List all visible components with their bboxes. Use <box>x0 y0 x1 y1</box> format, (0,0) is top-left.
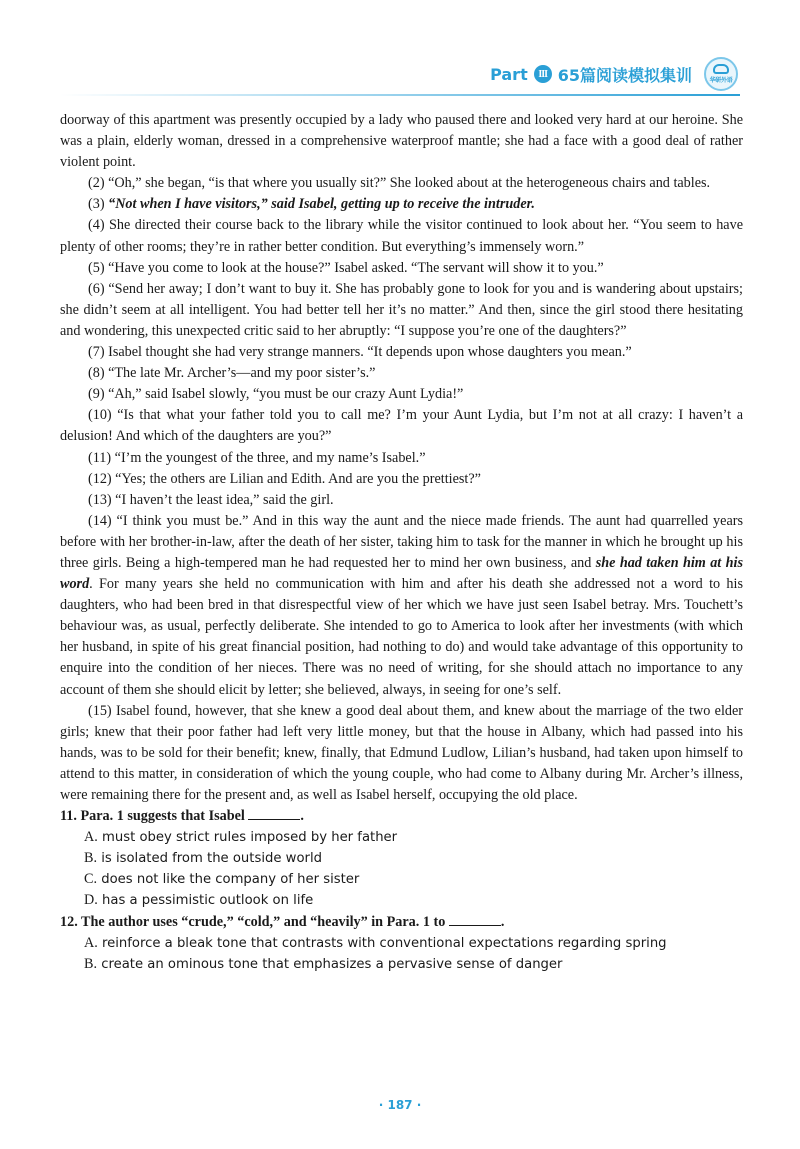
paragraph-11: (11) “I’m the youngest of the three, and my name’s Isabel.” <box>88 449 426 466</box>
header-divider <box>60 94 740 96</box>
paragraph-12: (12) “Yes; the others are Lilian and Edith. And are you the prettiest?” <box>88 470 481 487</box>
option-11-d <box>60 890 743 911</box>
option-letter: D. <box>84 892 98 909</box>
option-letter: A. <box>84 829 98 846</box>
paragraph-3-number: (3) <box>88 196 109 213</box>
page-number: · 187 · <box>378 1098 422 1112</box>
paragraph-3-emphasis: “Not when I have visitors,” said Isabel, getting up to receive the intruder. <box>108 196 535 213</box>
option-text: does not like the company of her sister <box>101 872 360 888</box>
paragraph-14-emphasis: she had taken him at his word <box>60 554 743 593</box>
publisher-logo <box>704 57 738 91</box>
option-text: must obey strict rules imposed by her father <box>102 830 398 846</box>
paragraph-15: (15) Isabel found, however, that she knew a good deal about them, and knew about the marriage of the two elder girls; knew that their poor father had left very little money, but that the house in Albany, which had passed into his hands, was to be sold for their benefit; knew, finally, that Edmund Ludlow, Lilian’s husband, had taken upon himself to attend to this matter, in consideration of which the young couple, who had come to Albany during Mr. Archer’s illness, were remaining there for the present and, as well as Isabel herself, occupying the old place. <box>60 702 743 803</box>
page-header <box>490 58 738 90</box>
option-text: has a pessimistic outlook on life <box>102 893 314 909</box>
option-letter: C. <box>84 871 98 888</box>
paragraph-8: (8) “The late Mr. Archer’s—and my poor sister’s.” <box>88 365 376 382</box>
paragraph-7: (7) Isabel thought she had very strange manners. “It depends upon whose daughters you mean.” <box>88 344 632 361</box>
option-12-a <box>60 933 743 954</box>
question-11 <box>60 806 743 827</box>
question-12 <box>60 912 743 933</box>
answer-blank <box>449 925 501 926</box>
paragraph-6: (6) “Send her away; I don’t want to buy it. She has probably gone to look for you and is wandering about upstairs; she didn’t seem at all intelligent. You had better tell her it’s no matter.” And then, since the girl stood there hesitating and wondering, this unexpected critic said to her abruptly: “I suppose you’re one of the daughters?” <box>60 280 743 339</box>
paragraph-2: (2) “Oh,” she began, “is that where you usually sit?” She looked about at the heterogeneous chairs and tables. <box>88 175 711 192</box>
paragraph-10: (10) “Is that what your father told you to call me? I’m your Aunt Lydia, but I’m not at all crazy: I haven’t a delusion! And which of the daughters are you?” <box>60 407 743 445</box>
option-12-b <box>60 954 743 975</box>
paragraph-5: (5) “Have you come to look at the house?” Isabel asked. “The servant will show it to you.” <box>88 259 604 276</box>
option-text: is isolated from the outside world <box>101 851 322 867</box>
paragraph-13: (13) “I haven’t the least idea,” said the girl. <box>88 491 334 508</box>
option-letter: B. <box>84 850 98 867</box>
option-11-a <box>60 827 743 848</box>
answer-blank <box>248 819 300 820</box>
option-11-b <box>60 848 743 869</box>
option-letter: B. <box>84 955 98 972</box>
paragraph-1-continued: doorway of this apartment was presently occupied by a lady who paused there and looked very hard at our heroine. She was a plain, elderly woman, dressed in a comprehensive waterproof mantle; she had a face with a good deal of rather violent point. <box>60 112 743 171</box>
question-12-end: . <box>500 913 505 930</box>
paragraph-14-text-b: . For many years she held no communication with him and after his death she addressed not a word to his daughters, who had been bred in that disrespectful view of her which we have just seen Isabel betray. Mrs. Touchett’s behaviour was, as usual, perfectly deliberate. She intended to go to America to look after her investments (with which her husband, in spite of his great financial position, had nothing to do) and would take advantage of this opportunity to enquire into the condition of her nieces. There was no need of writing, for she should attach no importance to any account of them she should elicit by letter; she believed, always, in seeing for one’s self. <box>60 576 743 698</box>
option-11-c <box>60 869 743 890</box>
paragraph-14-text-a: (14) “I think you must be.” And in this way the aunt and the niece made friends. The aunt had quarrelled years before with her brother-in-law, after the death of her sister, taking him to task for the manner in which he brought up his three girls. Being a high-tempered man he had requested her to mind her own business, and <box>60 512 743 571</box>
paragraph-4: (4) She directed their course back to the library while the visitor continued to look about her. “You seem to have plenty of other rooms; they’re in rather better condition. But everything’s immensely worn.” <box>60 217 743 255</box>
paragraph-9: (9) “Ah,” said Isabel slowly, “you must be our crazy Aunt Lydia!” <box>88 386 464 403</box>
paragraph-3 <box>60 194 743 215</box>
question-12-stem: 12. The author uses “crude,” “cold,” and “heavily” in Para. 1 to <box>60 913 446 930</box>
question-11-end: . <box>300 808 304 825</box>
question-11-stem: 11. Para. 1 suggests that Isabel <box>60 808 245 825</box>
option-text: reinforce a bleak tone that contrasts with conventional expectations regarding spring <box>102 935 667 951</box>
part-numeral-badge: III <box>534 65 552 83</box>
logo-text: 华研外语 <box>709 77 733 84</box>
option-letter: A. <box>84 934 98 951</box>
book-title: 65篇阅读模拟集训 <box>557 65 692 85</box>
part-label: Part <box>490 64 528 84</box>
reading-passage <box>60 110 743 975</box>
paragraph-14 <box>60 511 743 701</box>
logo-mark-icon <box>713 64 729 74</box>
option-text: create an ominous tone that emphasizes a pervasive sense of danger <box>101 956 563 972</box>
